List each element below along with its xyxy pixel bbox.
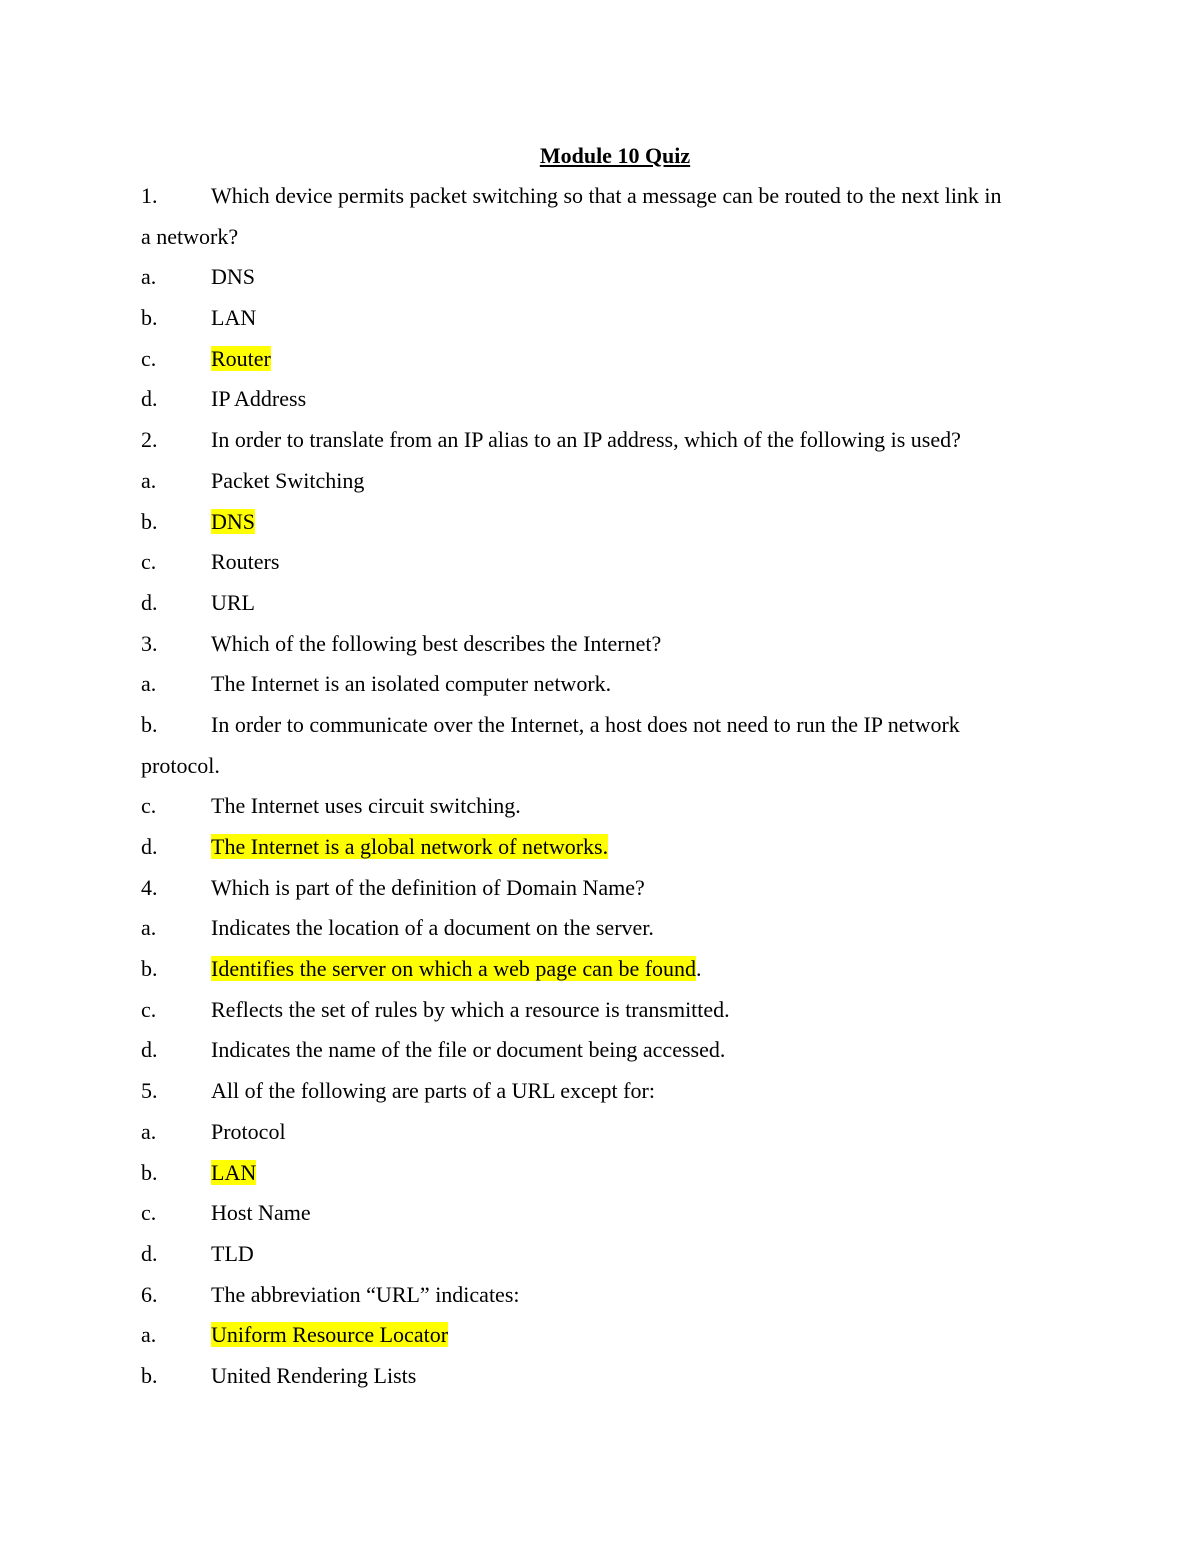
line-text: United Rendering Lists bbox=[211, 1362, 417, 1388]
highlighted-answer: Identifies the server on which a web page can be found bbox=[211, 956, 697, 982]
option-letter: b. bbox=[141, 956, 158, 982]
option-letter: b. bbox=[141, 305, 158, 331]
answer-option bbox=[141, 382, 1061, 423]
option-letter: c. bbox=[141, 345, 157, 371]
highlighted-answer: DNS bbox=[211, 508, 256, 534]
line-body bbox=[211, 1318, 448, 1359]
answer-option bbox=[141, 911, 1061, 952]
line-body bbox=[211, 789, 521, 830]
answer-option bbox=[141, 505, 1061, 546]
answer-option bbox=[141, 993, 1061, 1034]
option-letter: d. bbox=[141, 1240, 158, 1266]
question-line bbox=[141, 871, 1061, 912]
line-body bbox=[211, 667, 611, 708]
option-letter: d. bbox=[141, 834, 158, 859]
line-text: In order to translate from an IP alias to an IP address, which of the following is used? bbox=[211, 427, 961, 453]
question-number: 5. bbox=[141, 1078, 158, 1104]
answer-option bbox=[141, 708, 1061, 749]
answer-option bbox=[141, 1237, 1061, 1278]
question-number: 2. bbox=[141, 427, 158, 453]
line-body bbox=[211, 301, 256, 342]
line-text: DNS bbox=[211, 264, 256, 290]
answer-option bbox=[141, 1033, 1061, 1074]
question-line bbox=[141, 423, 1061, 464]
question-number: 4. bbox=[141, 874, 158, 900]
line-text: All of the following are parts of a URL except for: bbox=[211, 1078, 655, 1104]
line-text: Which is part of the definition of Domain Name? bbox=[211, 874, 645, 900]
answer-option bbox=[141, 342, 1061, 383]
question-line bbox=[141, 1074, 1061, 1115]
option-letter: d. bbox=[141, 589, 158, 615]
highlighted-answer: Router bbox=[211, 345, 271, 371]
highlighted-answer: Uniform Resource Locator bbox=[211, 1322, 449, 1348]
line-text: Reflects the set of rules by which a resource is transmitted. bbox=[211, 996, 730, 1022]
line-text: Packet Switching bbox=[211, 467, 365, 493]
line-text: IP Address bbox=[211, 386, 307, 412]
question-number: 1. bbox=[141, 183, 158, 208]
line-body bbox=[211, 586, 255, 627]
line-text: protocol. bbox=[141, 752, 220, 778]
answer-option bbox=[141, 260, 1061, 301]
quiz-content bbox=[141, 179, 1061, 1400]
highlighted-answer: LAN bbox=[211, 1159, 257, 1185]
line-body bbox=[211, 1115, 286, 1156]
line-body bbox=[211, 627, 661, 668]
line-body bbox=[211, 505, 255, 546]
line-text: In order to communicate over the Internet, a host does not need to run the IP network bbox=[211, 711, 960, 737]
answer-option bbox=[141, 1359, 1061, 1400]
line-body bbox=[211, 382, 306, 423]
answer-option bbox=[141, 667, 1061, 708]
option-letter: a. bbox=[141, 264, 157, 290]
line-text: Routers bbox=[211, 549, 280, 575]
question-line bbox=[141, 627, 1061, 668]
option-letter: d. bbox=[141, 1037, 158, 1063]
line-body bbox=[211, 708, 960, 749]
answer-option bbox=[141, 545, 1061, 586]
answer-option bbox=[141, 464, 1061, 505]
answer-option bbox=[141, 586, 1061, 627]
line-text: The Internet is an isolated computer network. bbox=[211, 671, 612, 697]
question-line bbox=[141, 1278, 1061, 1319]
line-text: LAN bbox=[211, 305, 257, 331]
answer-option bbox=[141, 1196, 1061, 1237]
answer-option bbox=[141, 830, 1061, 871]
answer-option bbox=[141, 789, 1061, 830]
answer-option bbox=[141, 1156, 1061, 1197]
line-body bbox=[211, 830, 608, 871]
line-body bbox=[211, 1156, 256, 1197]
line-text: The Internet uses circuit switching. bbox=[211, 793, 521, 819]
option-letter: a. bbox=[141, 671, 157, 697]
option-letter: a. bbox=[141, 915, 157, 941]
line-body bbox=[211, 545, 279, 586]
line-body bbox=[211, 1074, 655, 1115]
page-title: Module 10 Quiz bbox=[539, 143, 691, 168]
option-letter: c. bbox=[141, 793, 157, 819]
line-body bbox=[211, 871, 645, 912]
line-text: The abbreviation “URL” indicates: bbox=[211, 1281, 520, 1307]
line-text: URL bbox=[211, 589, 255, 615]
option-letter: a. bbox=[141, 1118, 157, 1144]
line-body bbox=[211, 1278, 520, 1319]
line-body bbox=[211, 1033, 725, 1074]
line-body bbox=[211, 423, 961, 464]
option-letter: d. bbox=[141, 386, 158, 412]
option-letter: a. bbox=[141, 467, 157, 493]
answer-option bbox=[141, 1318, 1061, 1359]
line-body bbox=[211, 342, 271, 383]
line-text: a network? bbox=[141, 223, 239, 249]
answer-option bbox=[141, 1115, 1061, 1156]
line-body bbox=[211, 1359, 416, 1400]
line-text: Which device permits packet switching so that a message can be routed to the next link in bbox=[211, 183, 1002, 208]
question-number: 3. bbox=[141, 630, 158, 656]
option-letter: b. bbox=[141, 711, 158, 737]
question-text-continuation bbox=[141, 749, 1061, 790]
option-letter: b. bbox=[141, 508, 158, 534]
line-body bbox=[211, 1196, 311, 1237]
answer-option bbox=[141, 952, 1061, 993]
line-text: . bbox=[696, 956, 702, 982]
line-text: Which of the following best describes the Internet? bbox=[211, 630, 662, 656]
line-text: TLD bbox=[211, 1240, 254, 1266]
question-text-continuation bbox=[141, 220, 1061, 261]
line-body bbox=[211, 1237, 254, 1278]
answer-option bbox=[141, 301, 1061, 342]
option-letter: b. bbox=[141, 1362, 158, 1388]
highlighted-answer: The Internet is a global network of networks. bbox=[211, 834, 609, 859]
question-number: 6. bbox=[141, 1281, 158, 1307]
line-text: Host Name bbox=[211, 1200, 311, 1226]
line-body bbox=[211, 464, 364, 505]
option-letter: c. bbox=[141, 1200, 157, 1226]
option-letter: c. bbox=[141, 549, 157, 575]
line-text: Protocol bbox=[211, 1118, 286, 1144]
option-letter: c. bbox=[141, 996, 157, 1022]
line-text: Indicates the name of the file or document being accessed. bbox=[211, 1037, 726, 1063]
question-line bbox=[141, 179, 1061, 220]
line-body bbox=[211, 993, 730, 1034]
option-letter: a. bbox=[141, 1322, 157, 1348]
line-body bbox=[211, 260, 255, 301]
line-body bbox=[211, 952, 702, 993]
line-body bbox=[211, 179, 1002, 220]
line-text: Indicates the location of a document on the server. bbox=[211, 915, 654, 941]
option-letter: b. bbox=[141, 1159, 158, 1185]
line-body bbox=[211, 911, 654, 952]
